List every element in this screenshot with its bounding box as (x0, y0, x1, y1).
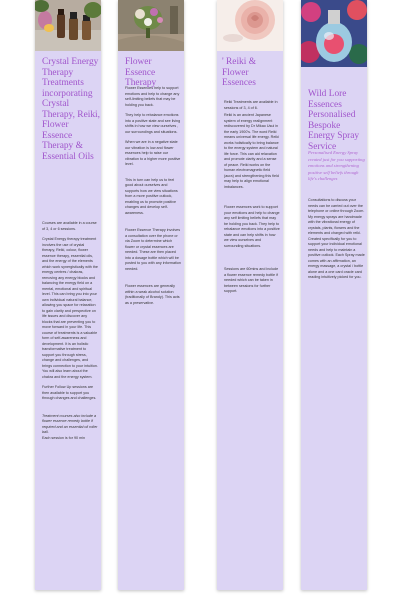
card-paragraph: When we are in a negative state our vibration is low and flower essences help to raise our vibration to a higher more positive level. (125, 140, 181, 166)
card-title: ' Reiki & Flower Essences (222, 57, 256, 88)
card-title: Crystal Energy Therapy Treatments incorporating Crystal Therapy, Reiki, Flower Essence Therapy & Essential Oils (42, 57, 100, 162)
card-paragraph: Treatment courses also include a flower essence remedy bottle if required and an essential oil roller ball. (42, 413, 98, 434)
card-paragraph: Reiki Treatments are available in sessions of 3, 4 of 6. (224, 100, 278, 110)
card-paragraph: Flower essences are generally within a weak alcohol solution (traditionally of Brandy). This acts as a preservative. (125, 284, 180, 305)
service-card-energy-spray (301, 0, 367, 590)
card-paragraph: Flower Essences help to support emotions and help to change any self-limiting beliefs that may be holding you back. (125, 86, 180, 107)
service-card-flower-essence (118, 0, 184, 590)
card-subtitle: Personalised Energy Spray created just for you supporting emotions and strengthening positive self beliefs through life's challenges (308, 150, 365, 182)
card-paragraph: Courses are available in a course of 3, 4 or 6 sessions. (42, 221, 97, 231)
card-paragraph: Consultations to discuss your needs can be carried out over the telephone or online through Zoom. My energy sprays are handmade with the vibrational energy of crystals, plants, flowers and the elements and charged with reiki. Created specifically for you to support your individual emotional needs and help to maintain a positive outlook. Each Spray made comes with an affirmation, an energy massage, a crystal / bottle alone and a one card oracle card reading intuitively picked for you. (308, 198, 365, 279)
card-title: Flower Essence Therapy (125, 57, 157, 88)
card-body (42, 221, 98, 446)
card-body (308, 198, 365, 286)
card-paragraph: Further Follow Up sessions are then available to support you through changes and challenges. (42, 385, 97, 400)
card-body (125, 86, 181, 311)
card-paragraph: Each session is for 90 min (42, 435, 86, 440)
card-paragraph: This in turn can help us to feel good about ourselves and supports how we view situations from a more positive outlook, enabling us to promote positive changes and develop self-awareness. (125, 177, 178, 215)
card-paragraph: They help to rebalance emotions into a positive state and see living shifts in how we view ourselves , our surroundings and situations. (125, 113, 181, 134)
card-paragraph: Crystal Energy therapy treatment involves the use of crystal therapy, Reiki, colour, flower essence therapy, essential oils, and the energy of the elements which work synergistically with the energy centres / chakras, removing any energy blocks and balancing the energy field on a mental, emotional and spiritual level. This can bring you into your own individual natural balance, allowing you space for relaxation to gain clarity and perspective on life issues and discover any blocks that are preventing you to move forward in your life. This course of treatments is a valuable form of self-awareness and development. It is an holistic transformative treatment to support you through stress, change and challenges, and brings connection to your intuition. You will also learn about the chakra and the energy system. (42, 237, 98, 379)
flower-essence-bottle-photo (301, 0, 367, 67)
card-paragraph: Flower Essence Therapy involves a consultation over the phone or via Zoom to determine which flower or crystal essences are needed. These are then placed into a dosage bottle which will be posted to you with any information needed. (125, 228, 181, 271)
card-paragraph: Sessions are 60mins and include a flower essence remedy bottle if needed which can be taken in between sessions for further support. (224, 267, 279, 293)
flower-bouquet-photo (118, 0, 184, 51)
card-paragraph: Flower essences work to support your emotions and help to change any self limiting beliefs that may be holding you back. They help to rebalance emotions into a positive state and can help shifts in how we view ourselves and surrounding situations. (224, 205, 280, 248)
service-card-reiki (217, 0, 283, 590)
aromatherapy-bottles-photo (35, 0, 101, 51)
service-card-crystal-energy (35, 0, 101, 590)
rose-photo (217, 0, 283, 51)
card-title: Wild Lore Essences Personalised Bespoke Energy Spray Service (308, 89, 360, 152)
card-paragraph: Reiki is an ancient Japanese system of energy realignment rediscovered by Dr Mikao Usui in the early 1900's. The word Reiki means universal life energy. Reiki works holistically to bring balance to the energy system and natural life force. This can aid relaxation and promote clarity and a sense of peace. Reiki works on the human electromagnetic field (aura) and strengthening this field may help to align emotional imbalances. (224, 113, 279, 189)
card-body (224, 100, 280, 300)
